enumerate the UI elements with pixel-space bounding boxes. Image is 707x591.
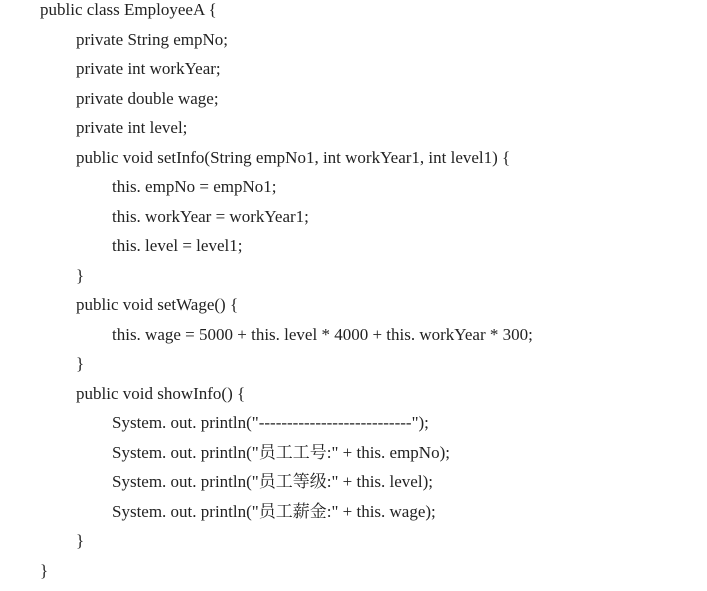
- code-line-assign-workyear: this. workYear = workYear1;: [112, 207, 309, 226]
- code-line-class-declaration: public class EmployeeA {: [40, 0, 217, 19]
- code-line-print-separator: System. out. println("---------------------------");: [112, 413, 429, 432]
- code-line-field-empno: private String empNo;: [76, 30, 229, 49]
- code-line-print-level: System. out. println("员工等级:" + this. level);: [112, 472, 433, 491]
- code-line-print-empno: System. out. println("员工工号:" + this. empNo);: [112, 443, 450, 462]
- code-line-print-wage: System. out. println("员工薪金:" + this. wage);: [112, 502, 436, 521]
- code-line-showinfo-signature: public void showInfo() {: [76, 384, 246, 403]
- code-line-field-workyear: private int workYear;: [76, 59, 221, 78]
- code-line-setwage-signature: public void setWage() {: [76, 295, 239, 314]
- code-line-field-level: private int level;: [76, 118, 188, 137]
- code-line-setinfo-signature: public void setInfo(String empNo1, int workYear1, int level1) {: [76, 148, 511, 167]
- code-line-wage-formula: this. wage = 5000 + this. level * 4000 + this. workYear * 300;: [112, 325, 533, 344]
- code-line-close-setwage: }: [76, 354, 85, 373]
- code-line-assign-empno: this. empNo = empNo1;: [112, 177, 277, 196]
- code-line-close-class: }: [40, 561, 49, 580]
- code-line-field-wage: private double wage;: [76, 89, 219, 108]
- code-line-close-setinfo: }: [76, 266, 85, 285]
- code-line-assign-level: this. level = level1;: [112, 236, 243, 255]
- code-line-close-showinfo: }: [76, 531, 85, 550]
